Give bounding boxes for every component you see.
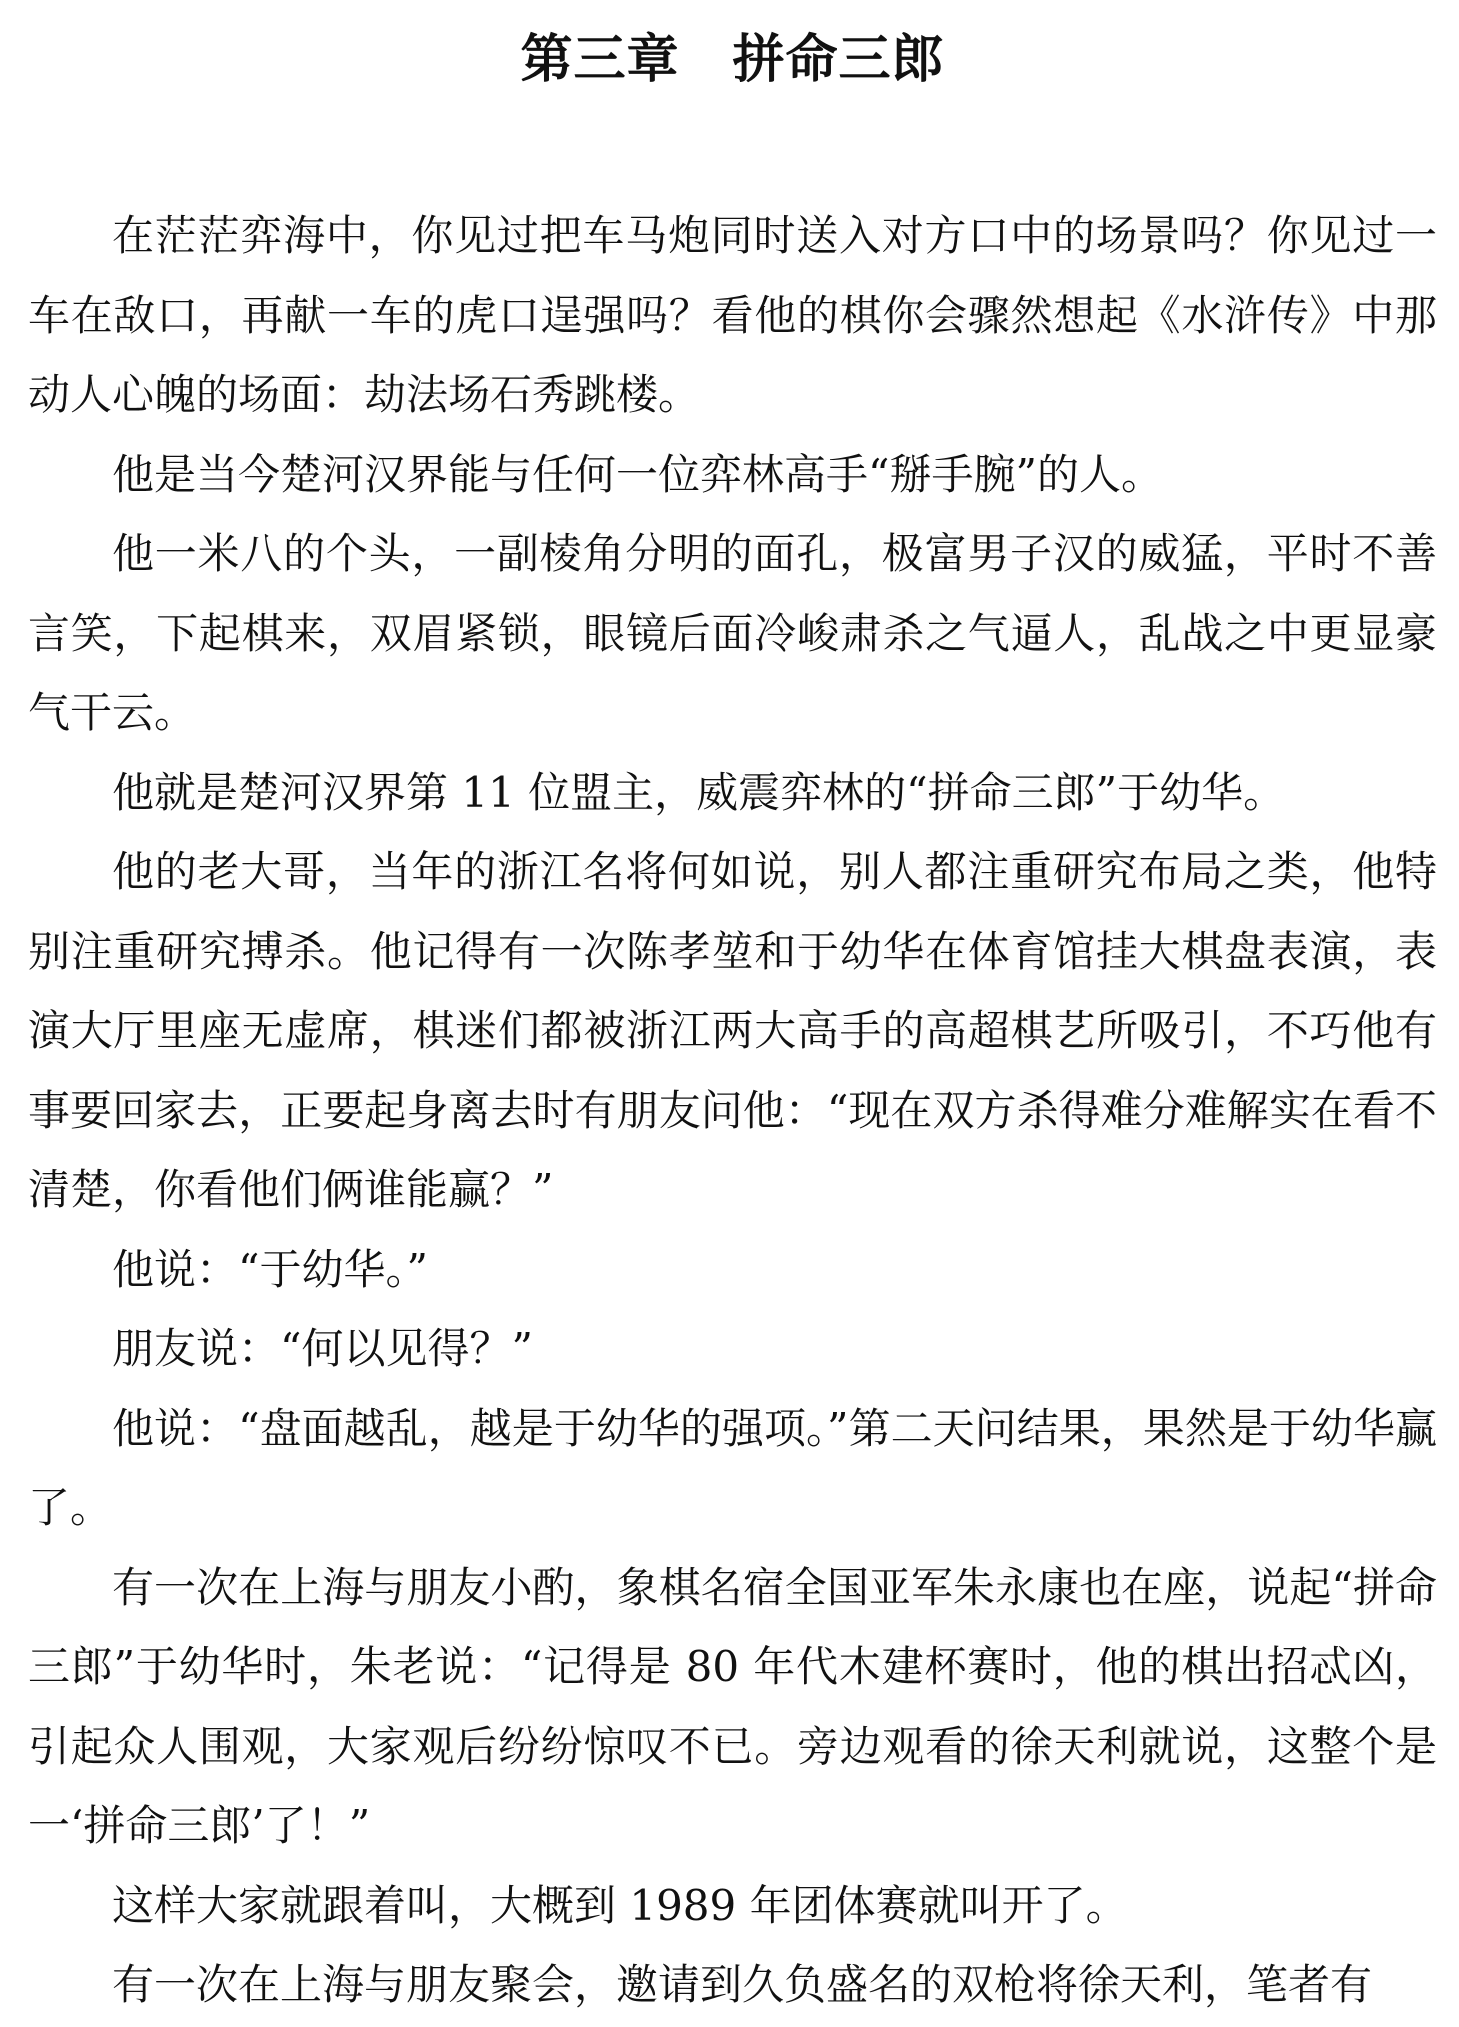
paragraph: 他说：“盘面越乱，越是于幼华的强项。”第二天问结果，果然是于幼华赢了。	[28, 1403, 1437, 1532]
chapter-body	[28, 196, 1437, 2025]
paragraph: 他一米八的个头，一副棱角分明的面孔，极富男子汉的威猛，平时不善言笑，下起棋来，双眉紧锁，眼镜后面冷峻肃杀之气逼人，乱战之中更显豪气干云。	[28, 529, 1437, 737]
paragraph: 他是当今楚河汉界能与任何一位弈林高手“掰手腕”的人。	[112, 449, 1163, 499]
paragraph: 他就是楚河汉界第 11 位盟主，威震弈林的“拼命三郎”于幼华。	[112, 767, 1286, 817]
chapter-title: 第三章 拼命三郎	[520, 29, 945, 90]
paragraph: 他的老大哥，当年的浙江名将何如说，别人都注重研究布局之类，他特别注重研究搏杀。他记得有一次陈孝堃和于幼华在体育馆挂大棋盘表演，表演大厅里座无虚席，棋迷们都被浙江两大高手的高超棋艺所吸引，不巧他有事要回家去，正要起身离去时有朋友问他：“现在双方杀得难分难解实在看不清楚，你看他们俩谁能赢？”	[28, 847, 1437, 1214]
paragraph: 这样大家就跟着叫，大概到 1989 年团体赛就叫开了。	[112, 1880, 1128, 1930]
paragraph: 有一次在上海与朋友聚会，邀请到久负盛名的双枪将徐天利，笔者有	[112, 1960, 1373, 2009]
paragraph: 他说：“于幼华。”	[112, 1244, 428, 1294]
paragraph: 有一次在上海与朋友小酌，象棋名宿全国亚军朱永康也在座，说起“拼命三郎”于幼华时，朱老说：“记得是 80 年代木建杯赛时，他的棋出招忒凶，引起众人围观，大家观后纷纷惊叹不已。旁边观看的徐天利就说，这整个是一‘拼命三郎’了！”	[28, 1562, 1437, 1850]
paragraph: 在茫茫弈海中，你见过把车马炮同时送入对方口中的场景吗？你见过一车在敌口，再献一车的虎口逞强吗？看他的棋你会骤然想起《水浒传》中那动人心魄的场面：劫法场石秀跳楼。	[28, 211, 1437, 419]
paragraph: 朋友说：“何以见得？”	[112, 1324, 533, 1373]
